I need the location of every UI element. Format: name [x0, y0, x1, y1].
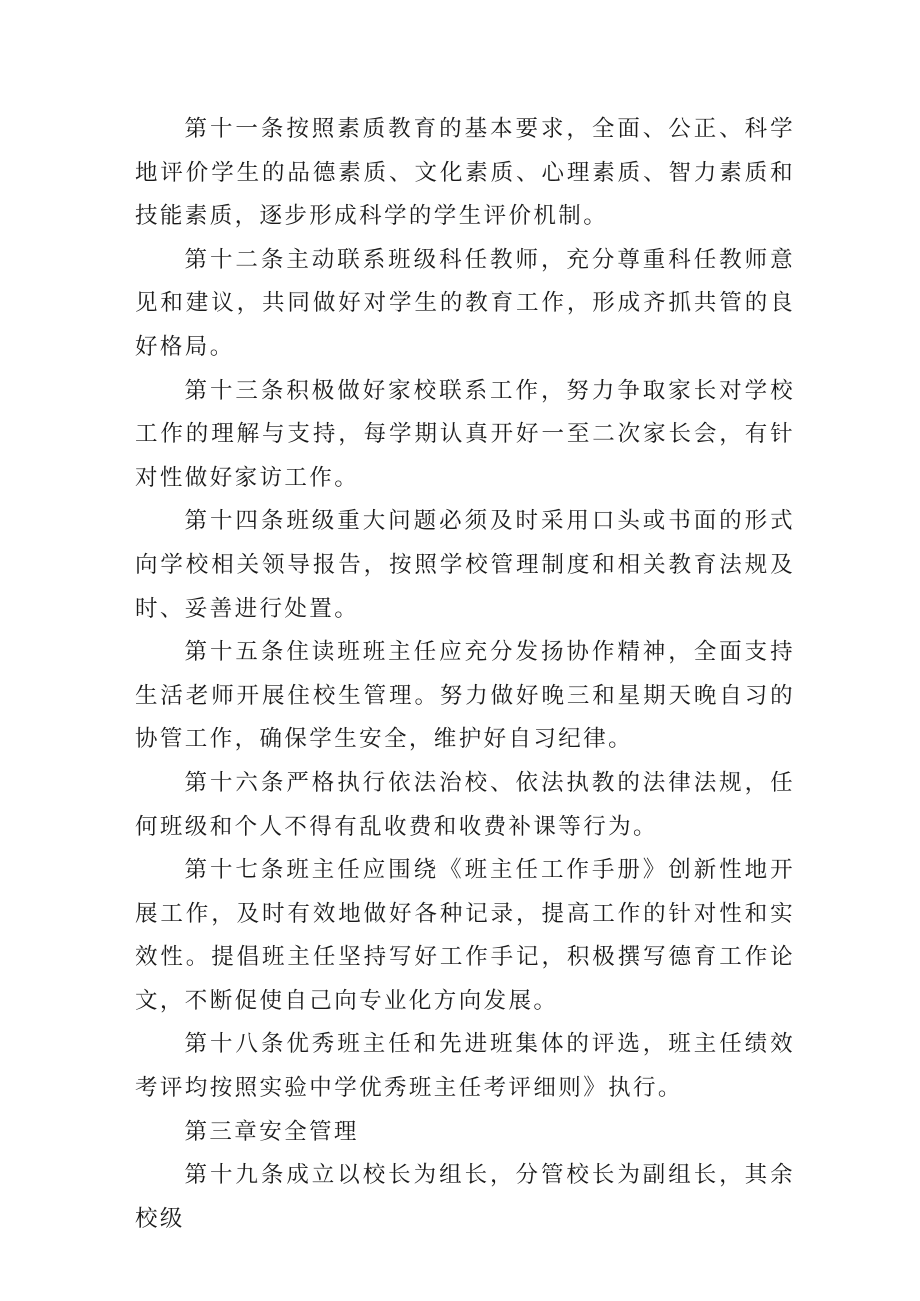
document-body	[135, 108, 795, 1241]
article-19-paragraph: 第十九条成立以校长为组长，分管校长为副组长，其余校级	[135, 1162, 795, 1232]
article-17-paragraph: 第十七条班主任应围绕《班主任工作手册》创新性地开展工作，及时有效地做好各种记录，提高工作的针对性和实效性。提倡班主任坚持写好工作手记，积极撰写德育工作论文，不断促使自己向专业化方向发展。	[135, 857, 795, 1014]
article-11-paragraph: 第十一条按照素质教育的基本要求，全面、公正、科学地评价学生的品德素质、文化素质、心理素质、智力素质和技能素质，逐步形成科学的学生评价机制。	[135, 116, 795, 230]
article-14-paragraph: 第十四条班级重大问题必须及时采用口头或书面的形式向学校相关领导报告，按照学校管理制度和相关教育法规及时、妥善进行处置。	[135, 508, 795, 622]
article-12-paragraph: 第十二条主动联系班级科任教师，充分尊重科任教师意见和建议，共同做好对学生的教育工作，形成齐抓共管的良好格局。	[135, 246, 795, 360]
article-18-paragraph: 第十八条优秀班主任和先进班集体的评选，班主任绩效考评均按照实验中学优秀班主任考评细则》执行。	[135, 1031, 795, 1102]
article-16-paragraph: 第十六条严格执行依法治校、依法执教的法律法规，任何班级和个人不得有乱收费和收费补课等行为。	[135, 769, 795, 840]
article-15-paragraph: 第十五条住读班班主任应充分发扬协作精神，全面支持生活老师开展住校生管理。努力做好晚三和星期天晚自习的协管工作，确保学生安全，维护好自习纪律。	[135, 639, 795, 753]
chapter-3-heading: 第三章安全管理	[184, 1118, 359, 1145]
article-13-paragraph: 第十三条积极做好家校联系工作，努力争取家长对学校工作的理解与支持，每学期认真开好一至二次家长会，有针对性做好家访工作。	[135, 377, 795, 491]
